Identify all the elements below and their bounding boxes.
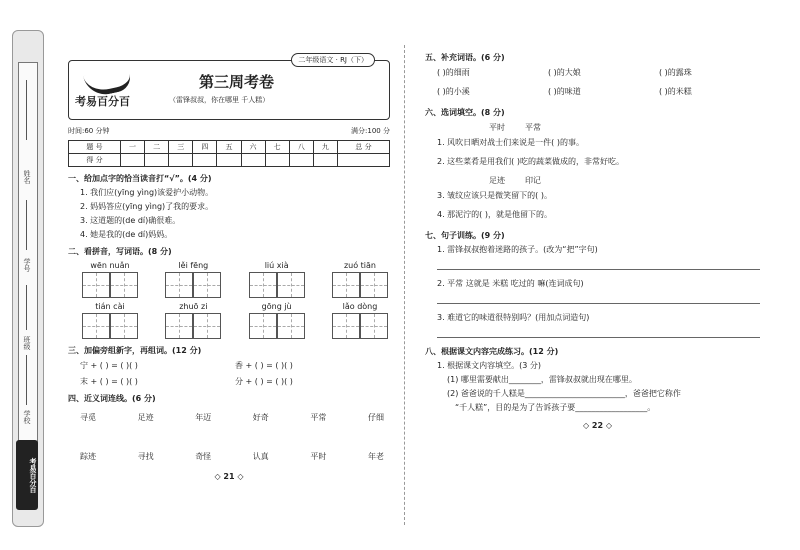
pinyin-text: lǎo dòng [342,302,378,311]
brand-logo [75,67,155,113]
synonym-word[interactable]: 仔细 [367,413,384,422]
writing-box[interactable] [165,313,193,339]
synonym-word[interactable]: 平时 [310,452,327,461]
question-item: 3. 难道它的味道很特别吗？(用加点词造句) [437,313,590,322]
synonym-word[interactable]: 寻找 [137,452,154,461]
score-cell[interactable] [289,154,313,167]
word-fill-grid [437,67,770,97]
writing-box[interactable] [165,272,193,298]
section-2-title: 二、看拼音，写词语。(8 分) [68,247,172,256]
pinyin-text: zuó tiān [343,261,376,270]
section-4-title: 四、近义词连线。(6 分) [68,394,156,403]
pinyin-item [80,261,140,298]
writing-box[interactable] [110,313,138,339]
radical-item: 分 + ( ) = ( )( ) [235,377,293,386]
pinyin-item [163,261,223,298]
synonym-word[interactable]: 踪迹 [80,452,96,461]
page-divider [404,45,406,525]
synonym-word[interactable]: 年老 [367,452,384,461]
answer-line[interactable] [437,259,760,270]
full-score: 满分:100 分 [351,127,390,135]
section-5-title: 五、补充词语。(6 分) [425,53,505,62]
score-row [69,154,390,167]
writing-box[interactable] [82,313,110,339]
pinyin-item [80,302,140,339]
exam-meta [68,126,390,136]
score-header: 总 分 [337,141,389,154]
score-header: 七 [265,141,289,154]
pinyin-text: tián cài [95,302,125,311]
pinyin-item [330,302,390,339]
id-line [26,200,27,250]
score-row-label: 得 分 [69,154,121,167]
question-item: “千人糕”，目的是为了告诉孩子要__________________。 [455,403,656,412]
word-options-2 [489,175,770,186]
writing-box[interactable] [332,313,360,339]
pinyin-row-1 [80,261,390,298]
score-header: 三 [169,141,193,154]
writing-box[interactable] [193,272,221,298]
class-line [26,285,27,330]
page-number: ◇ 21 ◇ [214,472,244,481]
grade-tag: 二年级语文 · RJ（下） [291,53,375,67]
fill-item: ( )的米糕 [659,87,692,96]
question-item: 4. 她是我的(de dí)妈妈。 [80,230,173,239]
question-item: (1) 哪里需要献出________，雷锋叔叔就出现在哪里。 [447,375,637,384]
time-limit: 时间:60 分钟 [68,127,110,135]
question-item: 1. 风吹日晒对战士们来说是一件( )的事。 [437,138,584,147]
synonym-word[interactable]: 平常 [310,413,327,422]
pinyin-text: wēn nuǎn [90,261,130,270]
exam-title: 第三周考卷 [199,73,275,91]
question-item: 2. 平常 这就是 米糕 吃过的 嘛(连词成句) [437,279,584,288]
question-item: 3. 这道题的(de dí)确很难。 [80,216,181,225]
synonym-word[interactable]: 认真 [252,452,269,461]
name-line [26,80,27,140]
fill-item: ( )的细雨 [437,68,470,77]
question-item: (2) 爸爸说的千人糕是_________________________，爸爸把它称作 [447,389,681,398]
writing-box[interactable] [193,313,221,339]
section-8-title: 八、根据课文内容完成练习。(12 分) [425,347,559,356]
option-word: 平常 [525,123,541,132]
score-header: 题 号 [69,141,121,154]
score-cell[interactable] [265,154,289,167]
pinyin-item [330,261,390,298]
exam-header [68,56,390,120]
option-word: 印记 [525,176,541,185]
synonym-word[interactable]: 好奇 [252,413,269,422]
score-cell[interactable] [217,154,241,167]
synonym-word[interactable]: 足迹 [137,413,154,422]
fill-item: ( )的露珠 [659,68,692,77]
question-item: 1. 根据课文内容填空。(3 分) [437,361,542,370]
writing-box[interactable] [110,272,138,298]
class-label: 班级 [23,336,31,350]
section-6-title: 六、选词填空。(8 分) [425,108,505,117]
answer-line[interactable] [437,293,760,304]
score-cell[interactable] [145,154,169,167]
question-item: 1. 雷锋叔叔抱着迷路的孩子。(改为“把”字句) [437,245,598,254]
page-number: ◇ 22 ◇ [582,421,612,430]
name-label: 姓名 [23,170,31,184]
section-3-title: 三、加偏旁组新字，再组词。(12 分) [68,346,202,355]
score-header: 九 [313,141,337,154]
score-header: 二 [145,141,169,154]
writing-box[interactable] [277,272,305,298]
score-header-row [69,141,390,154]
fill-item: ( )的味道 [548,87,581,96]
exam-subtitle: （雷锋叔叔，你在哪里 千人糕） [169,96,270,104]
question-item: 3. 皱纹应该只是微笑留下的( )。 [437,191,552,200]
option-word: 足迹 [489,176,505,185]
fill-item: ( )的大娘 [548,68,581,77]
synonym-word[interactable]: 寻觅 [80,413,96,422]
writing-box[interactable] [249,272,277,298]
pinyin-text: zhuō zi [179,302,208,311]
option-word: 平时 [489,123,505,132]
score-header: 四 [193,141,217,154]
question-item: 4. 那泥泞的( )，就是他留下的。 [437,210,552,219]
score-cell[interactable] [337,154,389,167]
pinyin-item [163,302,223,339]
pinyin-item [247,261,307,298]
id-label: 学号 [23,258,31,272]
word-options-1 [489,122,770,133]
score-cell[interactable] [169,154,193,167]
synonym-top-row [80,412,384,423]
radical-item: 宁 + ( ) = ( )( ) [80,361,138,370]
writing-box[interactable] [360,272,388,298]
answer-line[interactable] [437,327,760,338]
left-page [68,40,390,479]
writing-box[interactable] [360,313,388,339]
score-cell[interactable] [120,154,144,167]
score-header: 八 [289,141,313,154]
fill-item: ( )的小溪 [437,87,470,96]
right-page [425,52,770,428]
score-cell[interactable] [313,154,337,167]
writing-box[interactable] [332,272,360,298]
radical-grid [80,360,390,387]
synonym-word[interactable]: 年迈 [195,413,212,422]
radical-item: 末 + ( ) = ( )( ) [80,377,138,386]
score-cell[interactable] [193,154,217,167]
score-header: 五 [217,141,241,154]
question-item: 2. 这些菜肴是用我们( )吃的蔬菜做成的，非常好吃。 [437,157,624,166]
question-item: 2. 妈妈答应(yīng yìng)了我的要求。 [80,202,214,211]
score-header: 一 [120,141,144,154]
synonym-bottom-row [80,451,384,462]
pinyin-text: lěi fēng [178,261,209,270]
pinyin-text: gōng jù [261,302,292,311]
pinyin-row-2 [80,302,390,339]
pinyin-item [247,302,307,339]
section-1-title: 一、给加点字的恰当读音打“√”。(4 分) [68,174,212,183]
school-label: 学校 [23,410,31,424]
synonym-word[interactable]: 奇怪 [195,452,212,461]
brand-name: 考易百分百 [75,95,130,108]
writing-box[interactable] [82,272,110,298]
writing-box[interactable] [249,313,277,339]
score-header: 六 [241,141,265,154]
radical-item: 香 + ( ) = ( )( ) [235,361,293,370]
score-table [68,140,390,167]
school-line [26,355,27,405]
question-item: 1. 我们应(yīng yìng)该爱护小动物。 [80,188,214,197]
score-cell[interactable] [241,154,265,167]
pinyin-text: liú xià [264,261,289,270]
strip-logo: 考易百分百 [16,440,38,510]
writing-box[interactable] [277,313,305,339]
section-7-title: 七、句子训练。(9 分) [425,231,505,240]
